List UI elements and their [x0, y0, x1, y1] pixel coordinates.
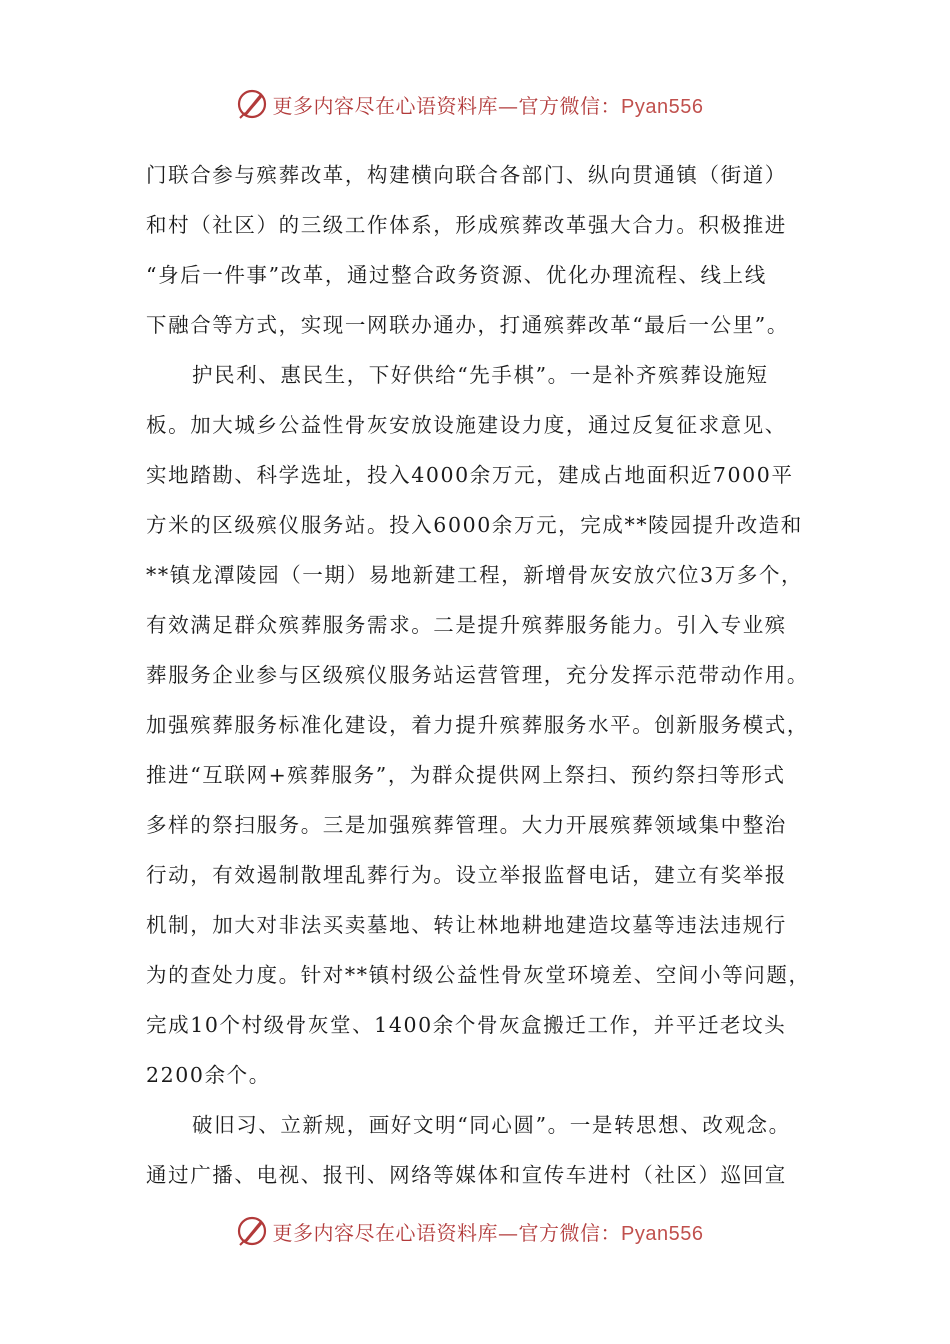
text-line: 实地踏勘、科学选址，投入4000余万元，建成占地面积近7000平: [146, 463, 794, 487]
banner-text: 更多内容尽在心语资料库—官方微信：Pyan556: [272, 93, 704, 118]
text-line: 通过广播、电视、报刊、网络等媒体和宣传车进村（社区）巡回宣: [146, 1163, 787, 1187]
text-line: 方米的区级殡仪服务站。投入6000余万元，完成**陵园提升改造和: [146, 513, 803, 537]
text-line: 下融合等方式，实现一网联办通办，打通殡葬改革“最后一公里”。: [146, 313, 789, 337]
text-line: **镇龙潭陵园（一期）易地新建工程，新增骨灰安放穴位3万多个，: [146, 563, 804, 587]
quill-pen-icon: [235, 87, 269, 121]
text-line: 板。加大城乡公益性骨灰安放设施建设力度，通过反复征求意见、: [146, 413, 787, 437]
text-line: 2200余个。: [146, 1063, 271, 1087]
header-banner: [0, 84, 950, 124]
text-line: 葬服务企业参与区级殡仪服务站运营管理，充分发挥示范带动作用。: [146, 663, 809, 687]
text-line: “身后一件事”改革，通过整合政务资源、优化办理流程、线上线: [146, 263, 767, 287]
footer-banner: [0, 1211, 950, 1251]
text-line: 和村（社区）的三级工作体系，形成殡葬改革强大合力。积极推进: [146, 213, 787, 237]
quill-pen-icon: [235, 1214, 269, 1248]
text-line: 门联合参与殡葬改革，构建横向联合各部门、纵向贯通镇（街道）: [146, 163, 787, 187]
text-line: 机制，加大对非法买卖墓地、转让林地耕地建造坟墓等违法违规行: [146, 913, 787, 937]
text-line: 多样的祭扫服务。三是加强殡葬管理。大力开展殡葬领域集中整治: [146, 813, 787, 837]
text-line: 加强殡葬服务标准化建设，着力提升殡葬服务水平。创新服务模式，: [146, 713, 809, 737]
text-line: 为的查处力度。针对**镇村级公益性骨灰堂环境差、空间小等问题，: [146, 963, 811, 987]
wechat-handle: Pyan556: [621, 95, 704, 118]
text-line: 护民利、惠民生，下好供给“先手棋”。一是补齐殡葬设施短: [192, 363, 769, 387]
document-body: [146, 150, 830, 1200]
text-line: 完成10个村级骨灰堂、1400余个骨灰盒搬迁工作，并平迁老坟头: [146, 1013, 787, 1037]
text-line: 推进“互联网+殡葬服务”，为群众提供网上祭扫、预约祭扫等形式: [146, 763, 786, 787]
text-line: 行动，有效遏制散埋乱葬行为。设立举报监督电话，建立有奖举报: [146, 863, 787, 887]
wechat-handle: Pyan556: [621, 1222, 704, 1245]
banner-text: 更多内容尽在心语资料库—官方微信：Pyan556: [272, 1220, 704, 1245]
text-line: 有效满足群众殡葬服务需求。二是提升殡葬服务能力。引入专业殡: [146, 613, 787, 637]
text-line: 破旧习、立新规，画好文明“同心圆”。一是转思想、改观念。: [192, 1113, 791, 1137]
